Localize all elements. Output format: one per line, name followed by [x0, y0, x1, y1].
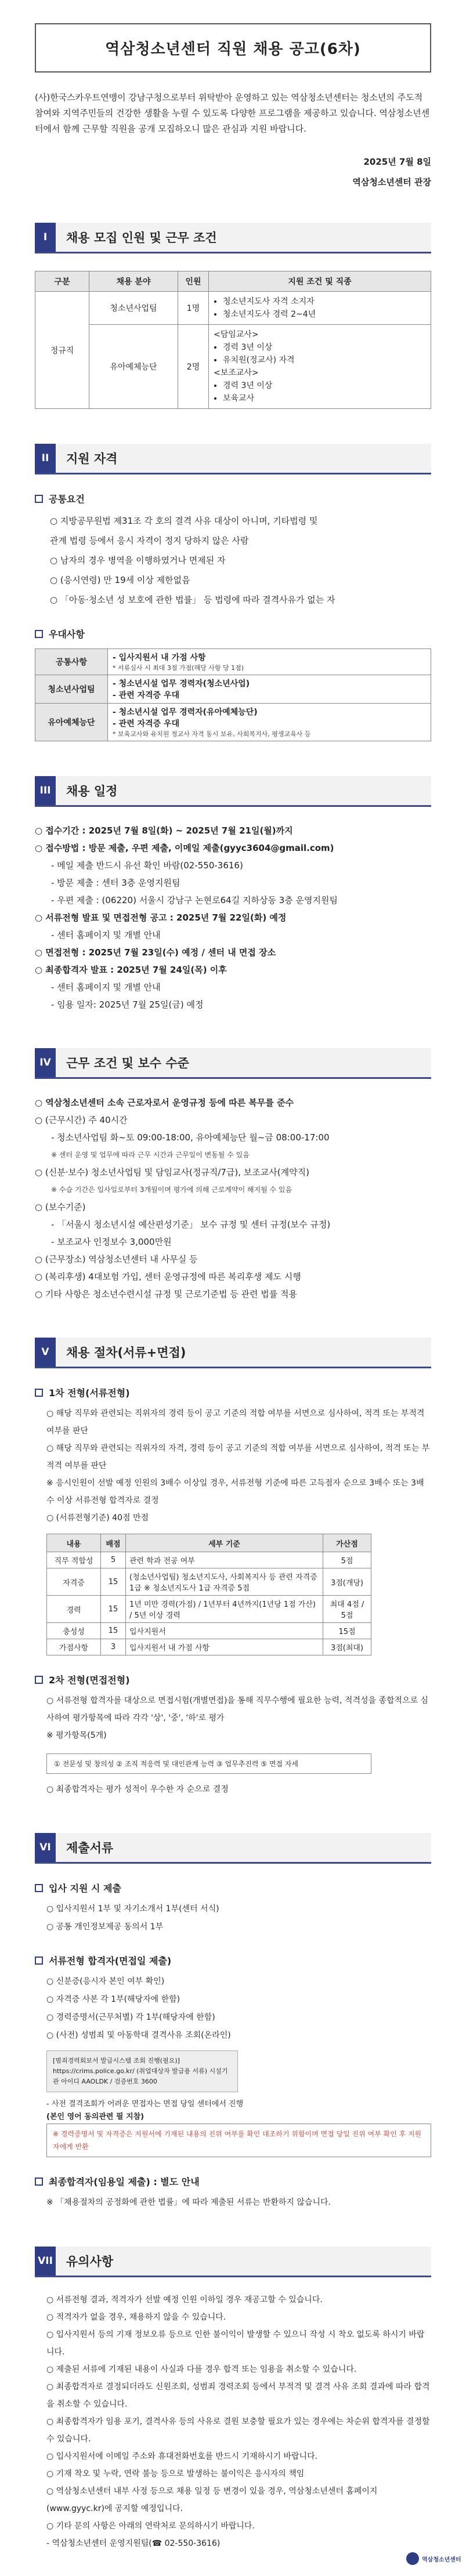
section-number: I: [35, 223, 56, 252]
list-item: ○ 역삼청소년센터 소속 근로자로서 운영규정 등에 따른 복무를 준수: [35, 1097, 294, 1108]
stage2-title: 2차 전형(면접전형): [35, 1673, 431, 1686]
list-item: • 유치원(정교사) 자격: [223, 354, 426, 367]
square-bullet-icon: [35, 1884, 43, 1892]
evaluation-items-box: ① 전문성 및 창의성 ② 조직 적응력 및 대인관계 능력 ③ 업무추진력 ⑤ 면접 자세: [46, 1753, 371, 1774]
section-7-header: [35, 2247, 431, 2277]
docs-final-note: ※ 「채용절차의 공정화에 관한 법률」에 따라 제출된 서류는 반환하지 않습니다.: [46, 2198, 331, 2207]
preference-header: 청소년사업팀: [35, 675, 108, 704]
section-number: III: [35, 776, 56, 805]
warning-box: ※ 경력증명서 및 자격증은 지원서에 기재된 내용의 진위 여부를 확인 대조하기 위함이며 면접 당일 진위 여부 확인 후 지원자에게 반환: [46, 2124, 431, 2157]
list-item: ○ 해당 직무와 관련되는 직위자의 자격, 경력 등이 공고 기준의 적합 여부를 서면으로 심사하여, 적격 또는 부적격 여부를 판단: [46, 1444, 430, 1470]
docs-apply-title: 입사 지원 시 제출: [35, 1881, 431, 1894]
list-item: - 청소년사업팀 화~토 09:00-18:00, 유아예체능단 월~금 08:00-17:00: [51, 1132, 330, 1143]
list-item: ○ 입사지원서 등의 기재 정보오류 등으로 인한 불이익이 발생할 수 있으니 작성 시 착오 없도록 하시기 바랍니다.: [46, 2330, 425, 2357]
page-title: 역삼청소년센터 직원 채용 공고(6차): [35, 23, 431, 73]
section-title: 채용 일정: [66, 784, 118, 798]
list-item: ○ 입사지원서 1부 및 자기소개서 1부(센터 서식): [46, 1904, 219, 1914]
list-item: ○ 입사지원서에 이메일 주소와 휴대전화번호를 반드시 기재하시기 바랍니다.: [46, 2452, 318, 2461]
evaluation-table: [46, 1534, 371, 1655]
list-item: ○ (신분·보수) 청소년사업팀 및 담임교사(정규직/7급), 보조교사(계약직): [35, 1167, 309, 1178]
docs-warning: [46, 2098, 431, 2157]
schedule-item: ○ 최종합격자 발표 : 2025년 7월 24일(목) 이후: [35, 965, 227, 975]
list-item: ○ (근무시간) 주 40시간: [35, 1115, 128, 1125]
section-number: VI: [35, 1833, 56, 1862]
stage2-list: [46, 1692, 431, 1744]
square-bullet-icon: [35, 1676, 43, 1684]
list-item: ※ 센터 운영 및 업무에 따라 근무 시간과 근무일이 변동될 수 있음: [51, 1151, 250, 1159]
stage1-list: [46, 1405, 431, 1527]
schedule-subitem: - 메일 제출 반드시 유선 확인 바람(02-550-3616): [51, 860, 243, 871]
section-number: VII: [35, 2247, 56, 2276]
section-number: IV: [35, 1048, 56, 1077]
criminal-check-box: [범죄경력회보서 발급시스템 조회 진행(필요)] https://crims.police.go.kr/ (취업대상자 발급용 서류) 시설기관 아이디 AAOLDK / 검증번호 3600: [46, 2050, 238, 2092]
list-item: ○ 신분증(응시자 본인 여부 확인): [46, 1977, 165, 1986]
schedule-item: ○ 접수기간 : 2025년 7월 8일(화) ~ 2025년 7월 21일(월)까지: [35, 825, 293, 836]
logo-mark-icon: [406, 2552, 419, 2565]
schedule-subitem: - 우편 제출 : (06220) 서울시 강남구 논현로64길 지하상동 3층 운영지원팀: [51, 895, 338, 905]
table-row: 가점사항 3 입사지원서 내 가점 사항 3점(최대): [47, 1639, 371, 1655]
preference-cell: - 청소년시설 업무 경력자(청소년사업) - 관련 자격증 우대: [108, 675, 431, 704]
stage2-final: [46, 1781, 431, 1798]
list-item: ○ 경력증명서(근무처별) 각 1부(해당자에 한함): [46, 2013, 215, 2022]
eval-header: 가산점: [323, 1534, 371, 1552]
schedule-item: ○ 서류전형 발표 및 면접전형 공고 : 2025년 7월 22일(화) 예정: [35, 912, 287, 923]
table-row: [35, 675, 431, 704]
list-item: ○ 기타 사항은 청소년수련시설 규정 및 근로기준법 등 관련 법률 적용: [35, 1289, 298, 1299]
square-bullet-icon: [35, 630, 43, 638]
job-category: 정규직: [35, 292, 89, 409]
list-item: <보조교사>: [214, 368, 259, 378]
section-5-header: [35, 1338, 431, 1368]
jobs-header: 지원 조건 및 직종: [209, 271, 431, 292]
list-item: - 보조교사 인정보수 3,000만원: [51, 1237, 172, 1247]
list-item: ○ (복리후생) 4대보험 가입, 센터 운영규정에 따른 복리후생 제도 시행: [35, 1271, 301, 1282]
list-item: ○ 역삼청소년센터 내부 사정 등으로 채용 일정 등 변경이 있을 경우, 역삼청소년센터 홈페이지(www.gyyc.kr)에 공지할 예정입니다.: [46, 2487, 378, 2513]
job-conditions: [209, 325, 431, 409]
table-row: 자격증 15 (청소년사업팀) 청소년지도사, 사회복지사 등 관련 자격증 1급 ※ 청소년지도사 1급 자격증 5점 3점(개당): [47, 1568, 371, 1596]
preference-title: 우대사항: [35, 627, 431, 640]
list-item: - 「서울시 청소년시설 예산편성기준」 보수 규정 및 센터 규정(보수 규정): [51, 1219, 331, 1230]
jobs-table: [35, 271, 431, 409]
table-row: [35, 292, 431, 325]
table-row: [35, 649, 431, 675]
list-item: ○ 최종합격자는 평가 성적이 우수한 자 순으로 결정: [46, 1785, 229, 1794]
preference-cell: - 입사지원서 내 가점 사항 * 서류심사 시 최대 3점 가점(해당 사항 당 1점): [108, 649, 431, 675]
notice-list: [46, 2291, 431, 2552]
job-field: 유아예체능단: [89, 325, 178, 409]
schedule-subitem: - 센터 홈페이지 및 개별 안내: [51, 930, 161, 940]
section-title: 근무 조건 및 보수 수준: [66, 1056, 189, 1070]
warning-title: (본인 영어 동의관련 필 지참): [46, 2113, 145, 2121]
square-bullet-icon: [35, 1957, 43, 1965]
list-item: ○ 자격증 사본 각 1부(해당자에 한함): [46, 1995, 180, 2004]
list-item: ○ (보수기준): [35, 1202, 86, 1212]
schedule-subitem: - 센터 홈페이지 및 개별 안내: [51, 982, 161, 992]
table-row: [35, 704, 431, 741]
section-number: II: [35, 444, 56, 473]
eval-header: 세부 기준: [126, 1534, 323, 1552]
preference-table: [35, 648, 431, 741]
square-bullet-icon: [35, 495, 43, 503]
list-item: ○ 기타 문의 사항은 아래의 연락처로 문의하시기 바랍니다.: [46, 2521, 255, 2531]
list-item: • 보육교사: [223, 392, 426, 405]
org-logo: [406, 2552, 461, 2565]
docs-interview-title: 서류전형 합격자(면접일 제출): [35, 1954, 431, 1967]
logo-text: 역삼청소년센터: [422, 2556, 461, 2563]
stage1-title: 1차 전형(서류전형): [35, 1386, 431, 1399]
docs-note: - 사전 결격조회가 어려운 면접자는 면접 당일 센터에서 진행: [46, 2100, 244, 2108]
list-item: ○ (사전) 성범죄 및 아동학대 결격사유 조회(온라인): [46, 2031, 231, 2040]
preference-header: 공통사항: [35, 649, 108, 675]
section-3-header: [35, 776, 431, 807]
table-row: 직무 적합성 5 관련 학과 전공 여부 5점: [47, 1552, 371, 1568]
common-requirements-title: 공통요건: [35, 492, 431, 505]
table-row: 경력 15 1년 미만 경력(가점) / 1년부터 4년까지(1년당 1점 가산) / 5년 이상 경력 최대 4점 / 5점: [47, 1596, 371, 1623]
list-item: ○ 해당 직무와 관련되는 직위자의 경력 등이 공고 기준의 적합 여부를 서면으로 심사하여, 적격 또는 부적격 여부를 판단: [46, 1409, 425, 1436]
list-item: ○ (서류전형기준) 40점 만점: [46, 1513, 149, 1523]
list-item: ※ 평가항목(5개): [46, 1731, 107, 1740]
schedule-item: ○ 면접전형 : 2025년 7월 23일(수) 예정 / 센터 내 면접 장소: [35, 947, 276, 958]
list-item: ○ (응시연령) 만 19세 이상 제한없음: [50, 575, 190, 585]
section-6-header: [35, 1833, 431, 1864]
list-item: ○ 공통 개인정보제공 동의서 1부: [46, 1922, 164, 1932]
intro-text: (사)한국스카우트연맹이 강남구청으로부터 위탁받아 운영하고 있는 역삼청소년센터는 청소년의 주도적 참여와 지역주민들의 건강한 생활을 누릴 수 있도록 다양한 프로그램을 제공하고 있습니다. 역삼청소년센터에서 함께 근무할 직원을 공개 모집하오니 많은 관심과 지원 바랍니다.: [35, 92, 430, 134]
schedule-list: [35, 822, 431, 1013]
list-item: ○ 지방공무원법 제31조 각 호의 결격 사유 대상이 아니며, 기타법령 및: [50, 516, 318, 526]
eval-header: 배점: [101, 1534, 126, 1552]
list-item: • 경력 3년 이상: [223, 341, 426, 354]
jobs-header: 채용 분야: [89, 271, 178, 292]
list-item: <담임교사>: [214, 330, 259, 339]
section-number: V: [35, 1338, 56, 1367]
section-title: 지원 자격: [66, 452, 118, 466]
section-title: 유의사항: [66, 2255, 114, 2269]
job-count: 1명: [178, 292, 209, 325]
list-item: ○ 최종합격자로 결정되더라도 신원조회, 성범죄 경력조회 등에서 부적격 및 결격 사유 조회 결과에 따라 합격을 취소할 수 있습니다.: [46, 2382, 430, 2409]
list-item: ○ 서류전형 결과, 적격자가 선발 예정 인원 이하일 경우 재공고할 수 있습니다.: [46, 2295, 323, 2305]
list-item: ○ (근무장소) 역삼청소년센터 내 사무실 등: [35, 1254, 198, 1265]
common-requirements-list: [50, 511, 431, 610]
schedule-item: ○ 접수방법 : 방문 제출, 우편 제출, 이메일 제출(gyyc3604@gmail.com): [35, 843, 334, 853]
list-item: ※ 응시인원이 선발 예정 인원의 3배수 이상일 경우, 서류전형 기준에 따른 고득점자 순으로 3배수 또는 3배수 이상 서류전형 합격자로 결정: [46, 1479, 424, 1505]
list-item: ○ 제출된 서류에 기재된 내용이 사실과 다를 경우 합격 또는 임용을 취소할 수 있습니다.: [46, 2365, 357, 2374]
schedule-subitem: - 임용 일자: 2025년 7월 25일(금) 예정: [51, 999, 204, 1010]
section-4-header: [35, 1048, 431, 1079]
preference-cell: - 청소년시설 업무 경력자(유아예체능단) - 관련 자격증 우대 * 보육교사와 유치원 정교사 자격 동시 보유, 사회복지사, 평생교육사 등: [108, 704, 431, 741]
docs-apply-list: [46, 1900, 431, 1936]
section-title: 채용 절차(서류+면접): [66, 1346, 186, 1360]
list-item: ○ 남자의 경우 병역을 이행하였거나 면제된 자: [50, 555, 226, 566]
list-item: • 청소년지도사 경력 2~4년: [223, 308, 426, 321]
list-item: ※ 수습 기간은 입사일로부터 3개월이며 평가에 의해 근로계약이 해지될 수 있음: [51, 1186, 292, 1194]
job-count: 2명: [178, 325, 209, 409]
announce-date: 2025년 7월 8일: [363, 157, 431, 167]
preference-header: 유아예체능단: [35, 704, 108, 741]
section-title: 채용 모집 인원 및 근무 조건: [66, 231, 217, 245]
list-item: ○ 적격자가 없을 경우, 채용하지 않을 수 있습니다.: [46, 2313, 226, 2322]
list-item: ○ 「아동·청소년 성 보호에 관한 법률」 등 법령에 따라 결격사유가 없는 자: [50, 595, 335, 605]
list-item: ○ 기재 착오 및 누락, 연락 불능 등으로 발생하는 불이익은 응시자의 책임: [46, 2469, 305, 2479]
list-item: • 경력 3년 이상: [223, 379, 426, 392]
job-conditions: [209, 292, 431, 325]
jobs-header: 인원: [178, 271, 209, 292]
section-1-header: [35, 223, 431, 253]
docs-interview-list: [46, 1973, 431, 2045]
eval-header: 내용: [47, 1534, 101, 1552]
table-row: [35, 325, 431, 409]
section-2-header: [35, 444, 431, 474]
job-field: 청소년사업팀: [89, 292, 178, 325]
work-conditions-list: [35, 1094, 431, 1303]
list-item: - 역삼청소년센터 운영지원팀(☎ 02-550-3616): [46, 2539, 221, 2548]
section-title: 제출서류: [66, 1841, 114, 1855]
list-item: ○ 서류전형 합격자를 대상으로 면접시험(개별면접)을 통해 직무수행에 필요한 능력, 적격성을 종합적으로 심사하여 평가항목에 따라 각각 '상', '중', '하'로 평가: [46, 1696, 429, 1723]
square-bullet-icon: [35, 1389, 43, 1397]
list-item: • 청소년지도사 자격 소지자: [223, 295, 426, 308]
jobs-header: 구분: [35, 271, 89, 292]
list-item: 관계 법령 등에서 응시 자격이 정지 당하지 않은 사람: [50, 535, 249, 546]
docs-final-title: 최종합격자(임용일 제출) : 별도 안내: [35, 2175, 431, 2188]
schedule-subitem: - 방문 제출 : 센터 3층 운영지원팀: [51, 878, 180, 888]
square-bullet-icon: [35, 2178, 43, 2186]
table-row: 충성성 15 입사지원서 15점: [47, 1623, 371, 1639]
announce-org: 역삼청소년센터 관장: [352, 177, 431, 187]
list-item: ○ 최종합격자가 임용 포기, 결격사유 등의 사유로 결원 보충할 필요가 있는 경우에는 차순위 합격자를 결정할 수 있습니다.: [46, 2417, 430, 2444]
